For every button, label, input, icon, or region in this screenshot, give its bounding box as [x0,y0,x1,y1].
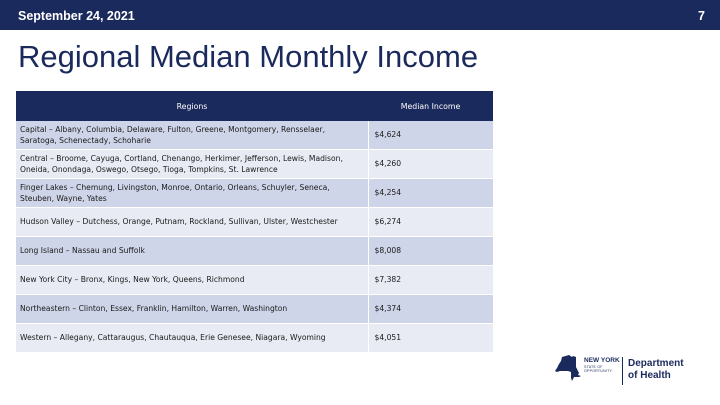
logo-subtitle-line-1: STATE OF [584,365,603,369]
logo-divider [622,357,623,385]
logo-department [628,358,684,381]
income-cell: $4,260 [368,150,493,179]
logo-state-name: NEW YORK [584,357,620,364]
slide-date: September 24, 2021 [18,9,135,23]
region-cell: New York City – Bronx, Kings, New York, Queens, Richmond [16,266,368,295]
logo-department-line-1: Department [628,358,684,369]
region-cell: Capital – Albany, Columbia, Delaware, Fulton, Greene, Montgomery, Rensselaer, Saratoga, Schenectady, Schoharie [16,121,368,150]
column-header-regions: Regions [16,91,368,121]
new-york-state-map-icon [555,355,582,381]
region-cell: Central – Broome, Cayuga, Cortland, Chenango, Herkimer, Jefferson, Lewis, Madison, Oneida, Onondaga, Oswego, Otsego, Tioga, Tompkins, St. Lawrence [16,150,368,179]
nys-doh-logo [555,351,695,389]
income-cell: $4,254 [368,179,493,208]
column-header-median-income: Median Income [368,91,493,121]
region-cell: Long Island – Nassau and Suffolk [16,237,368,266]
table-row [16,208,493,237]
income-cell: $6,274 [368,208,493,237]
header-bar [0,0,720,30]
region-cell: Hudson Valley – Dutchess, Orange, Putnam, Rockland, Sullivan, Ulster, Westchester [16,208,368,237]
region-cell: Western – Allegany, Cattaraugus, Chautauqua, Erie Genesee, Niagara, Wyoming [16,324,368,353]
income-cell: $7,382 [368,266,493,295]
table-header-row [16,91,493,121]
table-row [16,237,493,266]
region-cell: Northeastern – Clinton, Essex, Franklin, Hamilton, Warren, Washington [16,295,368,324]
table-row [16,324,493,353]
income-cell: $4,374 [368,295,493,324]
region-cell: Finger Lakes – Chemung, Livingston, Monroe, Ontario, Orleans, Schuyler, Seneca, Steuben, Wayne, Yates [16,179,368,208]
table-row [16,266,493,295]
table-row [16,150,493,179]
income-cell: $4,624 [368,121,493,150]
page-number: 7 [698,9,705,23]
income-cell: $8,008 [368,237,493,266]
table-row [16,295,493,324]
logo-department-line-2: of Health [628,369,671,381]
income-table [16,91,493,353]
logo-subtitle-line-2: OPPORTUNITY. [584,369,613,373]
logo-state-subtitle [584,365,613,373]
income-cell: $4,051 [368,324,493,353]
slide-title: Regional Median Monthly Income [18,39,479,74]
table-row [16,179,493,208]
table-row [16,121,493,150]
